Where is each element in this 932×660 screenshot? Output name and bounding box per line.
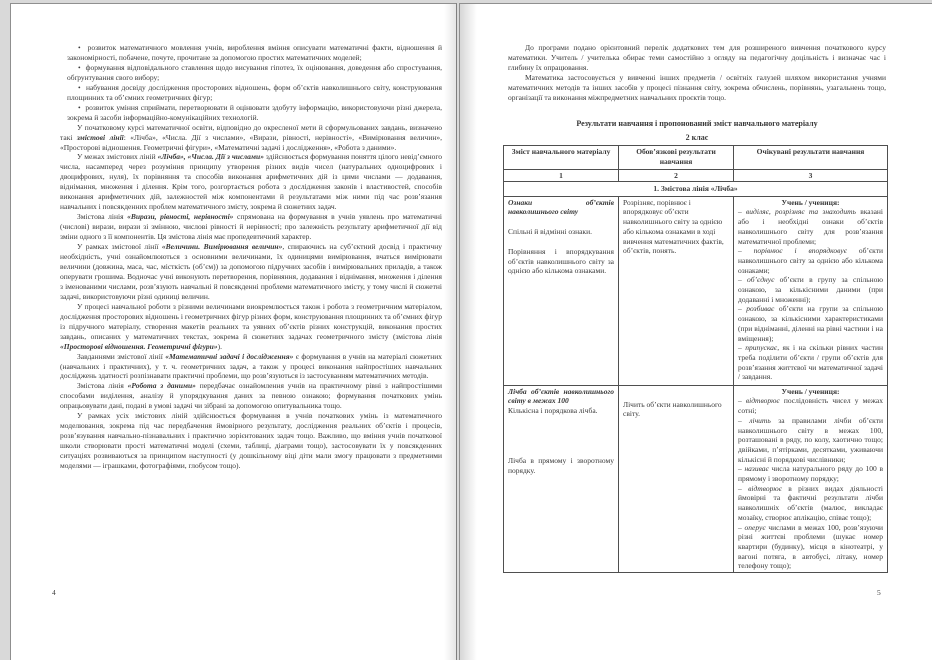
column-number: 3: [734, 169, 888, 181]
section-title: 1. Змістова лінія «Лічба»: [504, 181, 888, 196]
paragraph: У процесі навчальної роботи з різними величинами виокремлюється також і робота з геометричним матеріалом, дослідження просторових відношень і геометричних фігур різних форм, конструювання площинних та об’ємних фігур із підручного матеріалу, створення макетів реальних та уявних об’єктів різних конструкцій, виконання простих завдань, описаних у математичних текстах, зокрема й сюжетних задачах геометричного змісту (змістова лінія «Просторові відношення. Геометричні фігури»).: [60, 301, 442, 351]
content-block: Лічба в прямому і зворотному порядку.: [508, 455, 614, 475]
paragraph: Завданнями змістової лінії «Математичні задачі і дослідження» є формування в учнів на матеріалі сюжетних (навчальних і практичних), у т. ч. геометричних задач, а також у процесі виконання найпростіших навчальних досліджень здатності розпізнавати практичні проблеми, що розв’язуються із застосуванням математичних методів.: [60, 351, 442, 381]
left-page: [10, 3, 457, 660]
expected-result-item: – відтворює послідовність чисел у межах сотні;: [738, 396, 883, 416]
paragraph: У рамках змістової лінії «Величини. Вимірювання величин», спираючись на суб’єктний досвід і практичну необхідність, учні ознайомлюються з основними величинами, їх одиницями вимірювання, вчаться вимірювати величини (довжина, маса, час, місткість (об’єм)) за допомогою підручних засобів і вимірювальних приладів, а також оперувати грошима. Водночас учні виконують перетворення, порівняння, додавання і віднімання, множення і ділення з іменованими числами, розв’язують навчальні й повсякденні проблеми математичного змісту, у тому числі й сюжетні задачі, використовуючи різні одиниці величин.: [60, 242, 442, 301]
paragraph: До програми подано орієнтовний перелік додаткових тем для розширеного вивчення початкового курсу математики. Учитель / учителька обирає теми самостійно з огляду на педагогічну доцільність і визначає час і глибину їх опрацювання.: [508, 43, 886, 72]
bullet-item: • розвиток математичного мовлення учнів, вироблення вміння описувати математичні факти, відношення й закономірності, побачене, почуте, прочитане за допомогою простих математичних моделей;: [60, 43, 442, 63]
paragraph: У рамках усіх змістових ліній здійснюється формування в учнів початкових умінь із математичного моделювання, зокрема під час передбачення ймовірного результату, дослідження реальних об’єктів і процесів, розв’язування навчально-пізнавальних і практично зорієнтованих задач тощо. Важливо, що вміння учнів початкової школи створювати прості математичні моделі (схеми, таблиці, діаграми тощо), застосовувати їх у повсякденних ситуаціях розвиваються за принципом наступності (у дошкільному віці діти мали змогу працювати з предметними моделями — іграшками, фотографіями, глобусом тощо).: [60, 411, 442, 471]
expected-result-item: – оперує числами в межах 100, розв’язуючи різні життєві проблеми (шукає номер квартири (будинку), місця в кінотеатрі, у вагоні потяга, в автобусі, літаку, номер телефону тощо);: [738, 522, 883, 571]
content-cell: [504, 385, 619, 572]
expected-result-list: [738, 207, 883, 382]
expected-result-item: – лічить за правилами лічби об’єкти навколишнього світу в межах 100, розташовані в ряду, по колу, хаотично тощо; двійками, п’ятірками, десятками, уживаючи кількісні й порядкові числівники;: [738, 415, 883, 464]
table-header-row: [504, 145, 888, 169]
mandatory-result: Розрізняє, порівнює і впорядковує об’єкти навколишнього світу за однією або кількома ознаками в ході вивчення математичних фактів, об’єктів, понять.: [623, 197, 724, 256]
table-row: [504, 385, 888, 572]
column-header-mandatory: Обов’язкові результати навчання: [619, 145, 734, 169]
expected-cell: [734, 196, 888, 385]
right-page: [459, 3, 932, 660]
content-heading: Лічба об’єктів навколишнього світу в межах 100: [508, 386, 614, 406]
paragraph: Математика застосовується у вивченні інших предметів / освітніх галузей шляхом використання учнями математичних методів та інших засобів у процесі пізнання світу, зокрема обчислень, порівнянь, узагальнень тощо, організації та виконання міжпредметних навчальних проєктів тощо.: [508, 72, 886, 102]
curriculum-table: [503, 145, 888, 573]
expected-result-item: – об’єднує об’єкти в групу за спільною ознакою, за кількісними даними (при додаванні і множенні);: [738, 275, 883, 304]
bullet-item: • набування досвіду дослідження просторових відношень, форм об’єктів навколишнього світу, конструювання площинних та об’ємних геометричних фігур;: [60, 83, 442, 103]
expected-result-item: – розбиває об’єкти на групи за спільною ознакою, за кількісними характеристиками (при відніманні, діленні на рівні частини і на вміщення);: [738, 304, 884, 343]
column-header-expected: Очікувані результати навчання: [734, 145, 888, 169]
column-number: 2: [619, 169, 734, 181]
mandatory-result: Лічить об’єкти навколишнього світу.: [623, 399, 722, 419]
content-block: Спільні й відмінні ознаки.: [508, 227, 592, 237]
paragraph: Змістова лінія «Робота з даними» передбачає ознайомлення учнів на практичному рівні з найпростішими способами виділення, аналізу й упорядкування даних за певною ознакою; формування початкових умінь опрацьовувати дані, подані в умові задачі чи зібрані за допомогою опитувальника тощо.: [60, 381, 442, 411]
paragraph: У межах змістових ліній «Лічба», «Числа. Дії з числами» здійснюється формування поняття цілого невід’ємного числа, насамперед через розуміння принципу утворення різних видів чисел (натуральних одноцифрових і двоцифрових, нуля), їх порівняння та способів виконання арифметичних дій із цими числами — додавання, віднімання, множення і ділення. Крім того, розгортається робота з дослідження законів і властивостей, способів виконання арифметичних дій, залежностей між компонентами й результатами між ними під час розв’язання навчальних і повсякденних проблем математичного змісту, зокрема й сюжетних задач.: [60, 152, 442, 212]
bullet-item: • формування відповідального ставлення щодо висування гіпотез, їх оцінювання, доведення або спростування, обґрунтування свого вибору;: [60, 63, 442, 83]
mandatory-cell: [619, 196, 734, 385]
bullet-list: [60, 43, 442, 123]
expected-cell: [734, 385, 888, 572]
content-block: Кількісна і порядкова лічба.: [508, 406, 598, 416]
table-row: [504, 196, 888, 385]
page-number: 4: [52, 588, 56, 597]
paragraph: Змістова лінія «Вирази, рівності, нерівності» спрямована на формування в учнів уявлень про математичні (числові) вирази, вирази зі змінною, числові рівності й нерівності; про залежність результату арифметичної дії від зміни одного з її компонентів. Ця змістова лінія має пропедевтичний характер.: [60, 212, 442, 242]
student-heading: Учень / учениця:: [781, 197, 840, 207]
expected-result-item: – порівнює і впорядковує об’єкти навколишнього світу за однією або кількома ознаками;: [738, 246, 884, 275]
grade-heading: 2 клас: [685, 132, 709, 142]
results-heading: Результати навчання і пропонований зміст навчального матеріалу: [576, 118, 818, 128]
column-number: 1: [504, 169, 619, 181]
student-heading: Учень / учениця:: [781, 386, 840, 396]
expected-result-item: – називає числа натурального ряду до 100 в прямому і зворотному порядку;: [738, 464, 883, 484]
expected-result-item: – виділяє, розрізняє та знаходить вказані або і необхідні ознаки об’єктів навколишнього світу для розв’язання математичної проблеми;: [738, 207, 884, 246]
mandatory-cell: [619, 385, 734, 572]
paragraph: У початковому курсі математичної освіти, відповідно до окресленої мети й сформульованих завдань, визначено такі змістові лінії: «Лічба», «Числа. Дії з числами», «Вирази, рівності, нерівності», «Вимірювання величин», «Просторові відношення. Геометричні фігури», «Математичні задачі і дослідження», «Робота з даними».: [60, 122, 442, 152]
page-spine-shade: [460, 4, 477, 660]
content-block: Порівняння і впорядкування об’єктів навколишнього світу за однією або кількома ознаками.: [508, 246, 614, 276]
right-page-text: [508, 43, 886, 573]
column-header-content: Зміст навчального матеріалу: [504, 145, 619, 169]
content-heading: Ознаки об’єктів навколишнього світу: [508, 197, 614, 217]
column-number-row: [504, 169, 888, 181]
left-page-text: [60, 43, 442, 471]
expected-result-item: – припускає, як і на скільки рівних частин треба поділити об’єкти / групи об’єктів для розв’язання життєвої чи математичної задачі / завдання.: [738, 343, 884, 382]
expected-result-item: – відтворює в різних видах діяльності ймовірні та фактичні результати лічби навколишніх об’єктів (малює, викладає мозаїку, створює аплікацію, співає тощо);: [738, 483, 884, 522]
page-spine-shade: [444, 4, 456, 660]
expected-result-list: [738, 396, 883, 571]
page-number: 5: [877, 588, 881, 597]
section-row: [504, 181, 888, 196]
content-cell: [504, 196, 619, 385]
bullet-item: • розвиток уміння сприймати, перетворювати й оцінювати здобуту інформацію, використовуючи різні джерела, зокрема й засоби інформаційно-комунікаційних технологій.: [60, 103, 442, 123]
